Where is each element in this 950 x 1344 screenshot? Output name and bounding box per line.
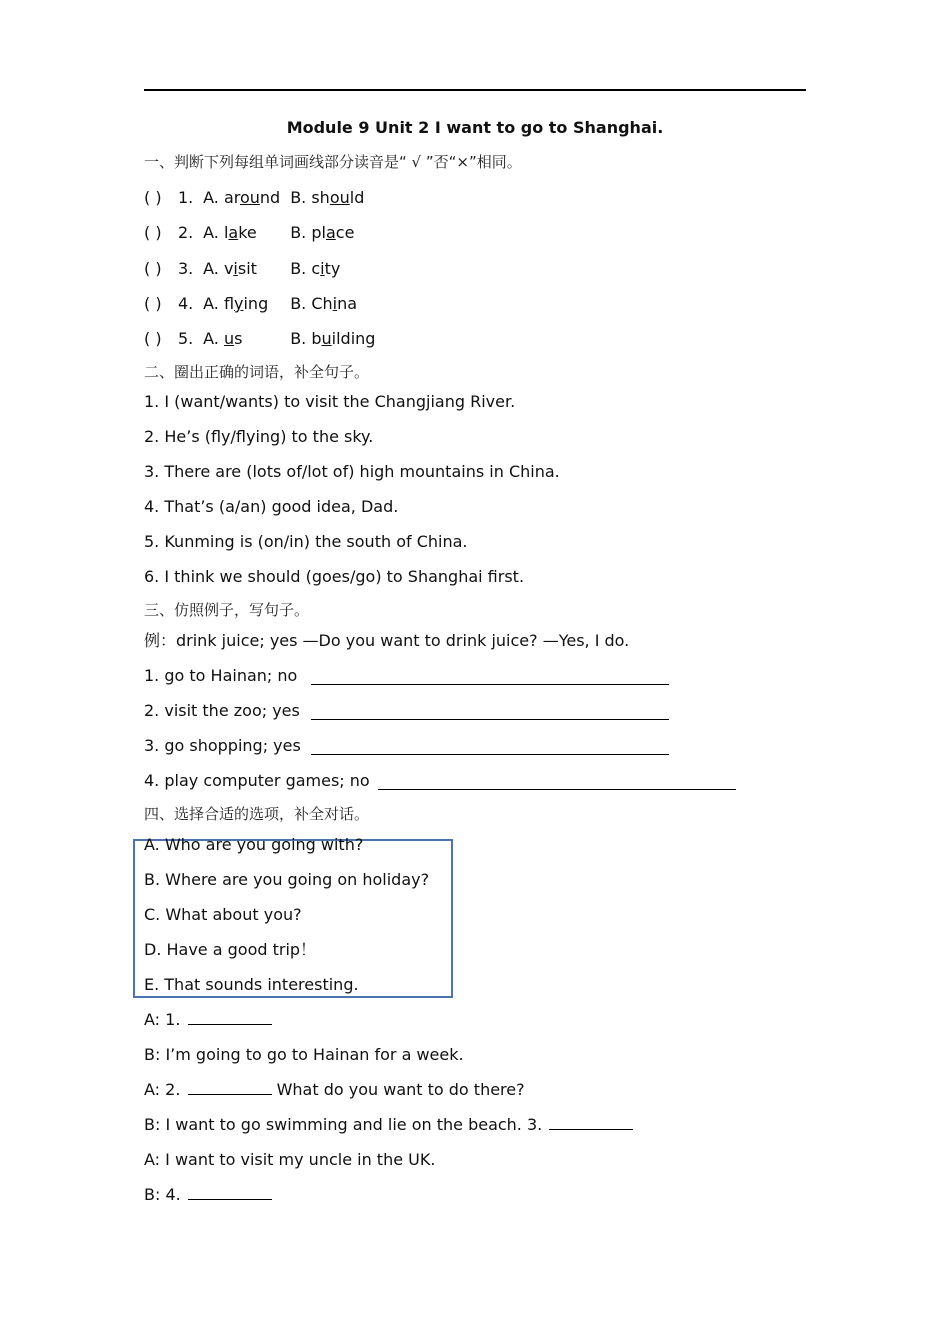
section2-item: 2. He’s (fly/flying) to the sky. <box>144 427 374 446</box>
answer-line[interactable] <box>378 789 736 790</box>
section4-heading: 四、选择合适的选项，补全对话。 <box>144 805 370 823</box>
section3-item: 3. go shopping; yes <box>144 736 301 755</box>
option-item: D. Have a good trip！ <box>144 940 317 959</box>
top-rule <box>144 89 806 91</box>
section1-item: ( ) 5. A. us B. building <box>144 329 376 348</box>
section3-heading: 三、仿照例子，写句子。 <box>144 601 310 619</box>
section2-item: 1. I (want/wants) to visit the Changjiang River. <box>144 392 516 411</box>
section2-item: 6. I think we should (goes/go) to Shanghai first. <box>144 567 525 586</box>
answer-blank[interactable] <box>188 1010 272 1025</box>
option-item: B. Where are you going on holiday? <box>144 870 430 889</box>
answer-blank[interactable] <box>549 1115 633 1130</box>
dialogue-line: B: I want to go swimming and lie on the beach. 3. <box>144 1115 633 1135</box>
dialogue-line: A: 2. What do you want to do there? <box>144 1080 525 1099</box>
section1-heading: 一、判断下列每组单词画线部分读音是“ √ ”否“×”相同。 <box>144 153 522 171</box>
section3-item: 2. visit the zoo; yes <box>144 701 300 720</box>
section2-item: 5. Kunming is (on/in) the south of China. <box>144 532 468 551</box>
section1-item: ( ) 1. A. around B. should <box>144 188 365 207</box>
section2-item: 3. There are (lots of/lot of) high mountains in China. <box>144 462 560 481</box>
answer-blank[interactable] <box>188 1185 272 1200</box>
option-item: A. Who are you going with? <box>144 835 364 854</box>
answer-line[interactable] <box>311 719 669 720</box>
section2-heading: 二、圈出正确的词语，补全句子。 <box>144 363 370 381</box>
dialogue-line: A: I want to visit my uncle in the UK. <box>144 1150 436 1169</box>
answer-line[interactable] <box>311 684 669 685</box>
page-title: Module 9 Unit 2 I want to go to Shanghai. <box>286 118 664 137</box>
answer-blank[interactable] <box>188 1080 272 1095</box>
dialogue-line: B: 4. <box>144 1185 272 1205</box>
section1-item: ( ) 2. A. lake B. place <box>144 223 355 242</box>
section3-example: 例：drink juice; yes —Do you want to drink juice? —Yes, I do. <box>144 631 630 650</box>
answer-line[interactable] <box>311 754 669 755</box>
section2-item: 4. That’s (a/an) good idea, Dad. <box>144 497 399 516</box>
section3-item: 1. go to Hainan; no <box>144 666 298 685</box>
dialogue-line: A: 1. <box>144 1010 272 1030</box>
dialogue-line: B: I’m going to go to Hainan for a week. <box>144 1045 464 1064</box>
option-item: E. That sounds interesting. <box>144 975 359 994</box>
section3-item: 4. play computer games; no <box>144 771 370 790</box>
section1-item: ( ) 3. A. visit B. city <box>144 259 341 278</box>
section1-item: ( ) 4. A. flying B. China <box>144 294 358 313</box>
option-item: C. What about you? <box>144 905 302 924</box>
